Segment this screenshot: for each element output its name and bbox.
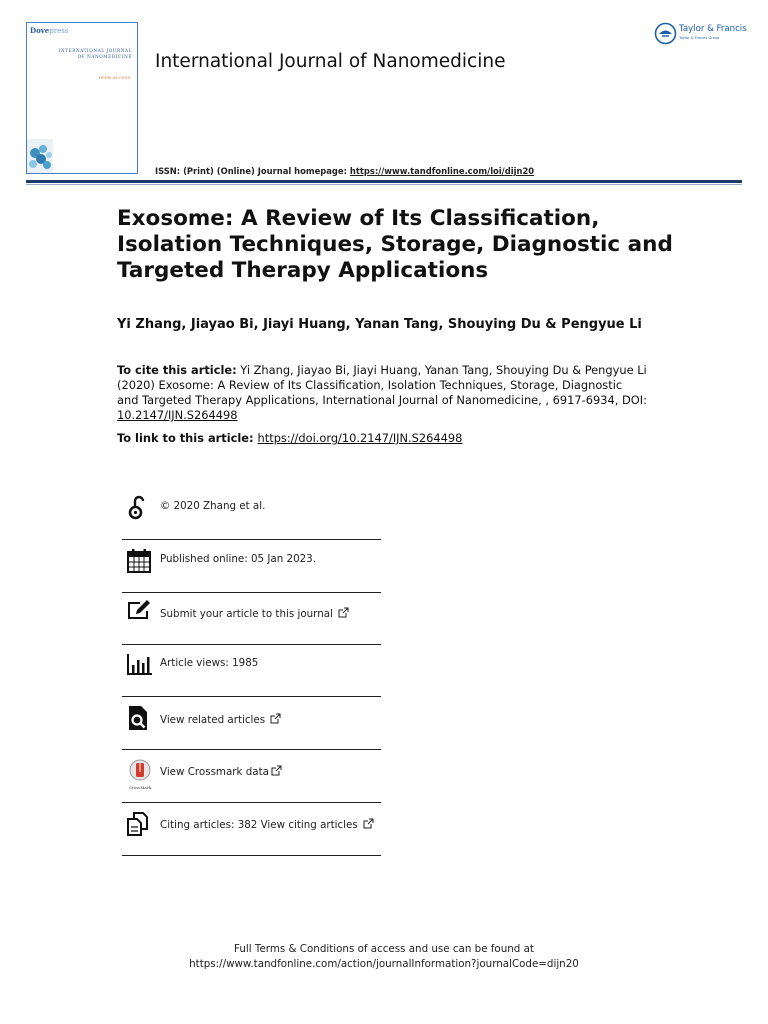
citing-articles-link[interactable]: Citing articles: 382 View citing articles [160,818,374,831]
article-title: Exosome: A Review of Its Classification, Isolation Techniques, Storage, Diagnostic and Targeted Therapy Applications [117,206,673,283]
citing-articles-icon [125,810,153,838]
header-divider-thin [26,184,742,185]
bar-chart-icon [125,650,153,678]
external-link-icon [363,818,374,829]
row-divider [122,592,381,593]
cover-artwork-image [27,139,53,173]
footer-line: Full Terms & Conditions of access and use can be found at [234,943,534,955]
open-access-icon [125,494,153,522]
related-articles-search-icon [125,704,153,732]
row-divider [122,696,381,697]
terms-footer [0,942,768,972]
header-divider [26,180,742,183]
citation-text: Yi Zhang, Jiayao Bi, Jiayi Huang, Yanan Tang, Shouying Du & Pengyue Li (2020) Exosome: A Review of Its Classification, Isolation Techniques, Storage, Diagnostic and Targeted Therapy Applications, International Journal of Nanomedicine, , 6917-6934, DOI: [117,363,647,407]
publisher-subtitle: Taylor & Francis Group [679,36,720,40]
citation-doi-link[interactable]: 10.2147/IJN.S264498 [117,408,238,422]
crossmark-icon [127,759,153,781]
citation-block [117,363,647,423]
external-link-icon [270,713,281,724]
copyright-text: © 2020 Zhang et al. [160,500,266,512]
article-authors: Yi Zhang, Jiayao Bi, Jiayi Huang, Yanan Tang, Shouying Du & Pengyue Li [117,317,642,332]
link-label: To link to this article: [117,431,254,445]
article-doi-link[interactable]: https://doi.org/10.2147/IJN.S264498 [257,431,463,445]
calendar-icon [125,547,153,575]
article-views-text: Article views: 1985 [160,657,259,669]
publisher-lamp-icon [654,22,677,45]
cover-open-access: OPEN ACCESS [98,75,131,80]
journal-homepage-link[interactable]: https://www.tandfonline.com/loi/dijn20 [349,166,535,176]
journal-cover-thumbnail [26,22,138,174]
cover-journal-title: INTERNATIONAL JOURNAL OF NANOMEDICINE [58,48,132,59]
row-divider [122,539,381,540]
article-link-block [117,431,462,445]
issn-line: ISSN: (Print) (Online) Journal homepage: https://www.tandfonline.com/loi/dijn20 [155,166,535,176]
journal-title: International Journal of Nanomedicine [155,51,506,72]
published-date-text: Published online: 05 Jan 2023. [160,553,316,565]
external-link-icon [271,765,282,776]
submit-article-link[interactable]: Submit your article to this journal [160,607,349,620]
citation-label: To cite this article: [117,363,237,377]
row-divider [122,802,381,803]
crossmark-logo: CrossMark [127,759,153,789]
row-divider [122,855,381,856]
terms-url-link[interactable]: https://www.tandfonline.com/action/journalInformation?journalCode=dijn20 [189,958,579,970]
row-divider [122,749,381,750]
row-divider [122,644,381,645]
cover-brand: Dovepress [30,26,69,35]
crossmark-link[interactable]: View Crossmark data [160,765,282,778]
publisher-name: Taylor & Francis [679,24,747,34]
edit-icon [125,598,153,626]
related-articles-link[interactable]: View related articles [160,713,281,726]
external-link-icon [338,607,349,618]
